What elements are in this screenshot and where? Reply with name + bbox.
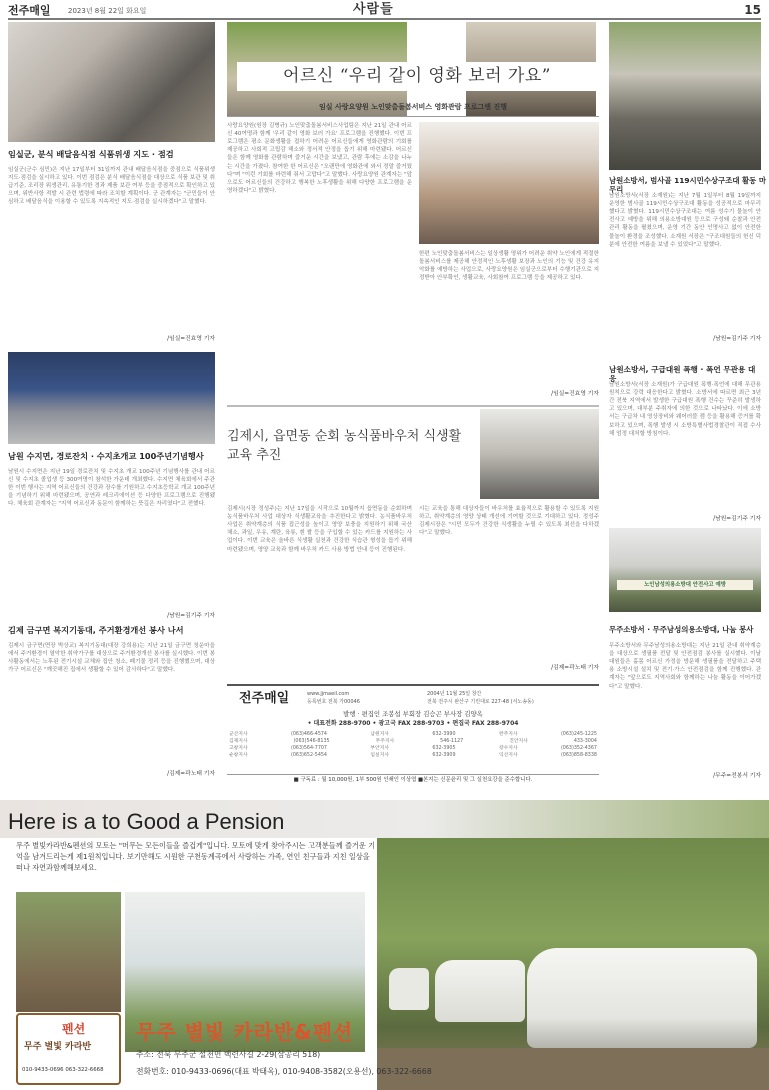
right-body-1: 남원소방서(서장 소재원)는 지난 7월 1일부터 8월 19일까지 운영한 범사골 119시민수상구조대 활동을 성공적으로 마무리했다고 밝혔다. 119시민수상구조대는 여름 성수기 물놀이 안전사고 예방을 위해 의용소방대원 등으로 구성돼 순찰과 안전관리 활동을 펼쳤으며, 운영 기간 동안 인명사고 없이 안전한 물놀이 환경을 조성했다. 소재원 서장은 "구조대원들의 헌신 덕분에 안전한 여름을 보낼 수 있었다"고 말했다. bbox=[609, 193, 761, 248]
ground bbox=[377, 1048, 769, 1090]
left-body-2: 남원시 수지면은 지난 19일 경로잔치 및 수지초 개교 100주년 기념행사를 관내 어르신 및 수지초 졸업생 등 300여명이 참석한 가운데 개최했다. 수지면 체육회에서 주관한 이번 행사는 지역 어르신들의 건강과 장수를 기원하고 수지초등학교 개교 100주년을 기념하기 위해 마련됐으며, 공연과 레크리에이션 등 다양한 프로그램으로 진행됐다. 체육회 관계자는 "지역 어르신과 동문이 함께하는 뜻깊은 자리였다"고 전했다. bbox=[8, 469, 215, 508]
business-name: 무주 별빛 카라반&펜션 bbox=[136, 1020, 354, 1044]
right-caption-2: 남원소방서, 구급대원 폭행 · 폭언 무관용 대응 bbox=[609, 365, 756, 384]
masthead-addr: 전북 전주시 완산구 기린대로 227-48 (서노송동) bbox=[427, 699, 534, 705]
center-class-photo bbox=[480, 409, 599, 499]
masthead-footer: ■ 구독료 : 월 10,000원, 1부 500원 인쇄인 이상엽 ■본지는 신문윤리 및 그 실천요강을 준수합니다. bbox=[227, 774, 599, 785]
right-body-3: 무주소방서와 무주남성의용소방대는 지난 21일 관내 취약계층을 대상으로 생필품 전달 및 안전점검 봉사를 실시했다. 이날 대원들은 홀몸 어르신 가정을 방문해 생필품을 전달하고 주택용 소방시설 설치 및 전기·가스 안전점검을 함께 진행했다. 관계자는 "앞으로도 지역사회와 함께하는 나눔 활동을 이어가겠다"고 말했다. bbox=[609, 643, 761, 690]
masthead-staff: 발행 · 편집인 조봉섭 부회장 김승곤 부사장 김양옥 bbox=[343, 710, 483, 718]
masthead-reg: 등록번호 전북 가00046 bbox=[307, 699, 360, 705]
masthead-date: 2004년 11월 25일 창간 bbox=[427, 691, 482, 697]
table-row: 군산지사 (063)466-4574 남원지사 632-3990 완주지사 (063)245-1225 bbox=[229, 732, 597, 737]
center-group-photo bbox=[419, 122, 599, 244]
right-caption-3: 무주소방서 · 무주남성의용소방대, 나눔 봉사 bbox=[609, 625, 754, 634]
issue-date: 2023년 8월 22일 화요일 bbox=[68, 7, 147, 15]
pension-advertisement bbox=[0, 800, 769, 1090]
left-photo-2 bbox=[8, 352, 215, 444]
left-body-1: 임실군(군수 심민)은 지난 17일부터 31일까지 관내 배달음식점을 중점으로 식품위생 지도·점검을 실시하고 있다. 이번 점검은 분식 배달음식점을 대상으로 식품 보관 및 취급기준, 조리장 위생관리, 유통기한 경과 제품 보관 여부 등을 중점적으로 확인하고 있으며, 위반사항 적발 시 관련 법령에 따라 조치할 계획이다. 군 관계자는 "군민들이 안심하고 배달음식을 이용할 수 있도록 지속적인 지도·점검을 실시하겠다"고 말했다. bbox=[8, 167, 215, 206]
article-body-1: 사랑요양원(원장 김병규) 노인맞춤돌봄서비스사업팀은 지난 21일 관내 어르신 40여명과 함께 '우리 같이 영화 보러 가요' 프로그램을 진행했다. 이번 프로그램은 평소 문화생활을 접하기 어려운 어르신들에게 영화관람의 기회를 제공하고 사회적 고립감 해소와 정서적 안정을 돕기 위해 마련됐다. 어르신들은 함께 영화를 관람하며 즐거운 시간을 보냈고, 관람 후에는 소감을 나누는 시간을 가졌다. 참여한 한 어르신은 "오랜만에 영화관에 와서 정말 즐거웠다"며 "이런 기회를 마련해 줘서 고맙다"고 말했다. 사랑요양원 관계자는 "앞으로도 어르신들의 건강하고 행복한 노후생활을 위해 다양한 프로그램을 운영하겠다"고 밝혔다. bbox=[227, 123, 412, 194]
caravan-shape bbox=[389, 968, 429, 1010]
table-row: 순창지사 (063)652-5454 임실지사 632-3909 익산지사 (063)858-8338 bbox=[229, 752, 597, 758]
divider bbox=[227, 405, 599, 407]
left-caption-3: 김제 금구면 복지기동대, 주거환경개선 봉사 나서 bbox=[8, 625, 184, 635]
sign-phone: 010-9433-0696 063-322-6668 bbox=[22, 1067, 104, 1073]
article-subtitle: 임실 사랑요양원 노인맞춤돌봄서비스 영화관람 프로그램 진행 bbox=[319, 103, 507, 111]
section-title: 사람들 bbox=[353, 2, 394, 17]
divider bbox=[227, 116, 599, 117]
page-header bbox=[8, 0, 761, 20]
table-row: 김제지사 (063)546-8135 무주지사 546-1127 진안지사 433-3004 bbox=[229, 738, 597, 744]
masthead-logo: 전주매일 bbox=[239, 691, 290, 706]
article-body-4: 시는 교육을 통해 대상자들이 바우처를 효율적으로 활용할 수 있도록 지원하고, 취약계층의 영양 상태 개선에 기여할 것으로 기대하고 있다. 정성주 김제시장은 "시민 모두가 건강한 식생활을 누릴 수 있도록 최선을 다하겠다"고 말했다. bbox=[419, 506, 599, 537]
left-caption-1: 임실군, 분식 배달음식점 식품위생 지도 · 점검 bbox=[8, 149, 174, 159]
paper-name: 전주매일 bbox=[8, 4, 51, 17]
article-body-2: 한편 노인맞춤돌봄서비스는 일상생활 영위가 어려운 취약 노인에게 적절한 돌봄서비스를 제공해 안정적인 노후생활 보장과 노인의 기능 및 건강 유지 악화를 예방하는 사업으로, 사랑요양원은 임실군으로부터 수행기관으로 지정받아 안부확인, 생활교육, 사회참여 프로그램 등을 제공하고 있다. bbox=[419, 251, 599, 282]
caravan-shape bbox=[527, 948, 757, 1048]
right-body-2: 남원소방서(서장 소재원)가 구급대원 폭행·폭언에 대해 무관용 원칙으로 강력 대응한다고 밝혔다. 소방서에 따르면 최근 3년간 전북 지역에서 발생한 구급대원 폭행 건수는 꾸준히 발생하고 있으며, 대부분 주취자에 의한 것으로 나타났다. 이에 소방서는 구급차 내 영상장비와 웨어러블 캠 등을 활용해 증거를 확보하고 있으며, 폭행 발생 시 소방특별사법경찰관이 직접 수사해 엄정 대처할 방침이다. bbox=[609, 382, 761, 437]
masthead bbox=[227, 684, 599, 787]
right-byline-3: /무주=전봉서 기자 bbox=[713, 773, 761, 779]
photo-banner: 노인남성의용소방대 안전사고 예방 bbox=[617, 580, 753, 590]
masthead-site: www.jjmaeil.com bbox=[307, 691, 350, 697]
article-byline-2: /김제=곽노태 기자 bbox=[551, 665, 599, 671]
sign-title: 펜션 bbox=[62, 1022, 86, 1036]
article-body-3: 김제시(시장 정성주)는 지난 17일을 시작으로 10월까지 읍면동을 순회하며 농식품바우처 사업 대상자 식생활교육을 추진한다고 밝혔다. 농식품바우처 사업은 취약계층의 식품 접근성을 높이고 영양 보충을 지원하기 위해 국산 채소, 과일, 우유, 계란, 육류, 흰 쌀 등을 구입할 수 있는 카드를 지원하는 사업이다. 이번 교육은 올바른 식생활 실천과 건강한 식습관 형성을 돕기 위해 마련됐으며, 영양 교육과 함께 바우처 카드 사용 방법 안내 등이 진행된다. bbox=[227, 506, 412, 553]
right-byline-1: /남원=김기주 기자 bbox=[713, 336, 761, 342]
left-photo-1 bbox=[8, 22, 215, 142]
right-photo-2 bbox=[609, 528, 761, 612]
pension-sign bbox=[16, 1013, 121, 1085]
article-byline-1: /임실=진효영 기자 bbox=[551, 391, 599, 397]
page-number: 15 bbox=[744, 3, 761, 17]
left-body-3: 김제시 금구면(면장 박상교) 복지기동대(대장 강희용)는 지난 21일 금구면 청운마을에서 주거환경이 열악한 취약가구를 대상으로 주거환경개선 봉사를 실시했다. 이번 봉사활동에서는 노후된 전기시설 교체와 집안 청소, 폐기물 정리 등을 진행했으며, 대상 가구 어르신은 "깨끗해진 집에서 생활할 수 있어 감사하다"고 말했다. bbox=[8, 643, 215, 674]
left-byline-1: /임실=진효영 기자 bbox=[167, 336, 215, 342]
article-title-2: 김제시, 읍면동 순회 농식품바우처 식생활교육 추진 bbox=[227, 429, 462, 463]
business-address: 주소: 전북 무주군 설천면 백련사길 2-29(삼공리 518) bbox=[136, 1050, 321, 1059]
caravan-shape bbox=[435, 960, 525, 1022]
right-byline-2: /남원=김기주 기자 bbox=[713, 516, 761, 522]
right-photo-1 bbox=[609, 22, 761, 170]
right-caption-1: 남원소방서, 범사골 119시민수상구조대 활동 마무리 bbox=[609, 176, 767, 194]
bench-photo bbox=[16, 892, 121, 1012]
article-title: 어르신 “우리 같이 영화 보러 가요” bbox=[237, 62, 597, 91]
sign-subtitle: 무주 별빛 카라반 bbox=[24, 1042, 92, 1052]
left-byline-3: /김제=곽노태 기자 bbox=[167, 771, 215, 777]
table-row: 고창지사 (063)564-7707 부안지사 632-3905 장수지사 (063)352-4367 bbox=[229, 745, 597, 751]
regional-office-table bbox=[229, 732, 597, 760]
masthead-phones: • 대표전화 288-9700 • 광고국 FAX 288-9703 • 편집국 FAX 288-9704 bbox=[307, 720, 519, 727]
business-phone: 전화번호: 010-9433-0696(대표 박태옥), 010-9408-3582(오용선), 063-322-6668 bbox=[136, 1067, 432, 1076]
ad-headline: Here is a to Good a Pension bbox=[8, 809, 285, 834]
left-byline-2: /남원=김기주 기자 bbox=[167, 613, 215, 619]
caravan-photo bbox=[377, 838, 769, 1090]
ad-intro: 무주 별빛카라반&펜션의 모토는 "머무는 모든이들을 즐겁게"입니다. 모토에 맞게 찾아주시는 고객분들께 즐거운 기억을 남겨드리는게 제1원칙입니다. 보기만해도 시원한 구천동계곡에서 사랑하는 가족, 연인 친구들과 지친 일상을 떠나 자연과함께해보세요. bbox=[16, 841, 376, 873]
left-caption-2: 남원 수지면, 경로잔치 · 수지초개교 100주년기념행사 bbox=[8, 451, 204, 461]
